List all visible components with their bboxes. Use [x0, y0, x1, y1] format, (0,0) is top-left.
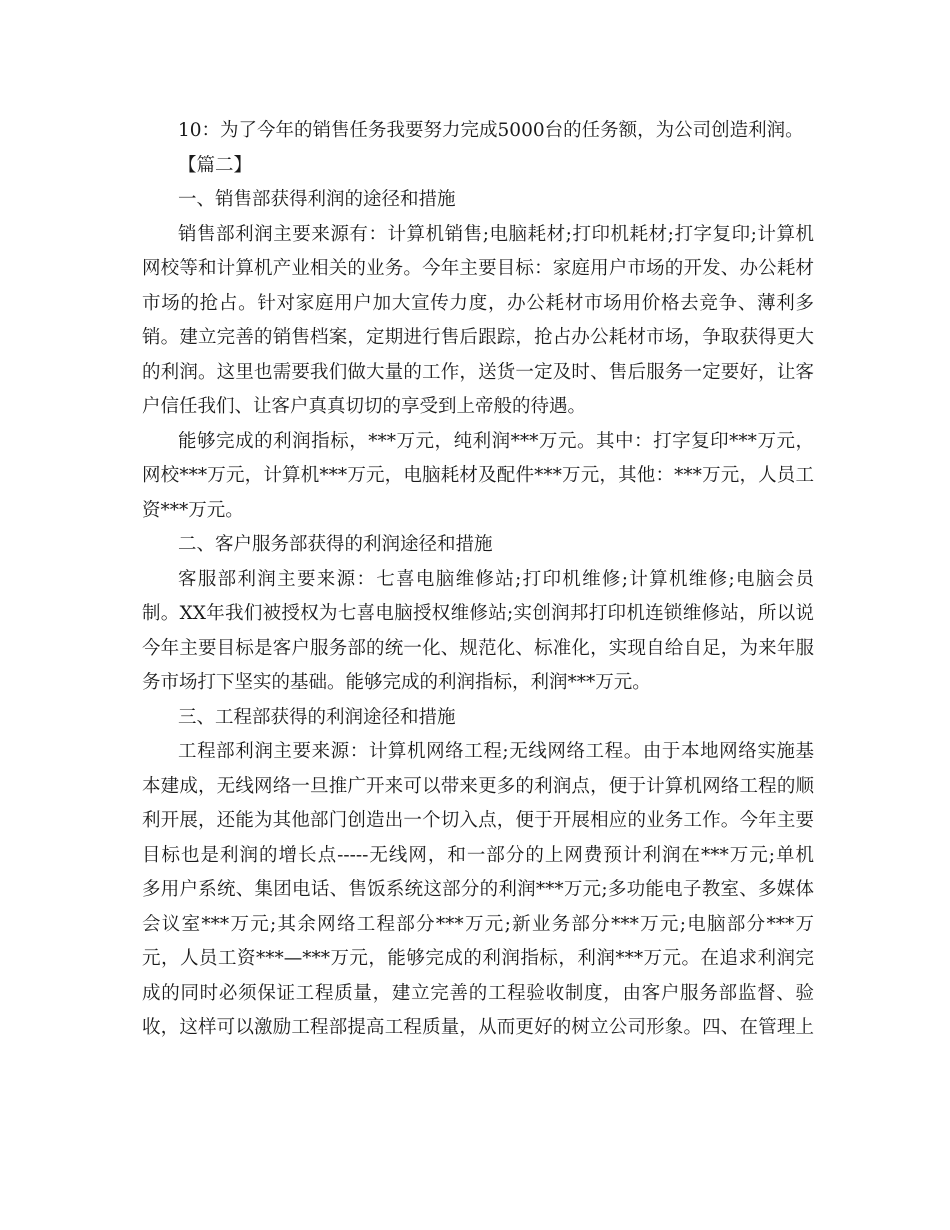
text-line: 【篇二】: [178, 154, 253, 176]
text-line: 销售部利润主要来源有：计算机销售;电脑耗材;打印机耗材;打字复印;计算机: [178, 223, 814, 245]
text-line: 务市场打下坚实的基础。能够完成的利润指标，利润***万元。: [142, 672, 651, 693]
text-line: 工程部利润主要来源：计算机网络工程;无线网络工程。由于本地网络实施基: [178, 741, 814, 762]
text-line: 网校等和计算机产业相关的业务。今年主要目标：家庭用户市场的开发、办公耗材: [142, 258, 814, 279]
text-line: 二、客户服务部获得的利润途径和措施: [178, 534, 493, 555]
text-line: 市场的抢占。针对家庭用户加大宣传力度，办公耗材市场用价格去竞争、薄利多: [142, 292, 814, 314]
text-line: 成的同时必须保证工程质量，建立完善的工程验收制度，由客户服务部监督、验: [142, 982, 814, 1004]
text-line: 户信任我们、让客户真真切切的享受到上帝般的待遇。: [142, 396, 587, 417]
text-line: 三、工程部获得的利润途径和措施: [178, 706, 456, 728]
text-line: 一、销售部获得利润的途径和措施: [178, 189, 456, 210]
text-line: 10：为了今年的销售任务我要努力完成5000台的任务额，为公司创造利润。: [178, 120, 804, 141]
text-line: 会议室***万元;其余网络工程部分***万元;新业务部分***万元;电脑部分***万: [142, 913, 814, 935]
text-line: 网校***万元，计算机***万元，电脑耗材及配件***万元，其他：***万元，人员工: [142, 465, 814, 486]
text-line: 的利润。这里也需要我们做大量的工作，送货一定及时、售后服务一定要好，让客: [142, 361, 814, 383]
text-line: 利开展，还能为其他部门创造出一个切入点，便于开展相应的业务工作。今年主要: [142, 810, 814, 831]
text-line: 能够完成的利润指标，***万元，纯利润***万元。其中：打字复印***万元，: [178, 430, 814, 452]
text-line: 收，这样可以激励工程部提高工程质量，从而更好的树立公司形象。四、在管理上: [142, 1017, 814, 1038]
text-line: 制。XX年我们被授权为七喜电脑授权维修站;实创润邦打印机连锁维修站，所以说: [142, 603, 814, 624]
text-line: 客服部利润主要来源：七喜电脑维修站;打印机维修;计算机维修;电脑会员: [178, 568, 814, 590]
text-line: 本建成，无线网络一旦推广开来可以带来更多的利润点，便于计算机网络工程的顺: [142, 775, 814, 797]
text-line: 元，人员工资***—***万元，能够完成的利润指标，利润***万元。在追求利润完: [142, 948, 814, 969]
text-line: 今年主要目标是客户服务部的统一化、规范化、标准化，实现自给自足，为来年服: [142, 637, 814, 659]
text-line: 销。建立完善的销售档案，定期进行售后跟踪，抢占办公耗材市场，争取获得更大: [142, 327, 814, 348]
text-line: 目标也是利润的增长点-----无线网，和一部分的上网费预计利润在***万元;单机: [142, 844, 814, 866]
text-line: 多用户系统、集团电话、售饭系统这部分的利润***万元;多功能电子教室、多媒体: [142, 879, 814, 900]
text-line: 资***万元。: [142, 499, 244, 521]
